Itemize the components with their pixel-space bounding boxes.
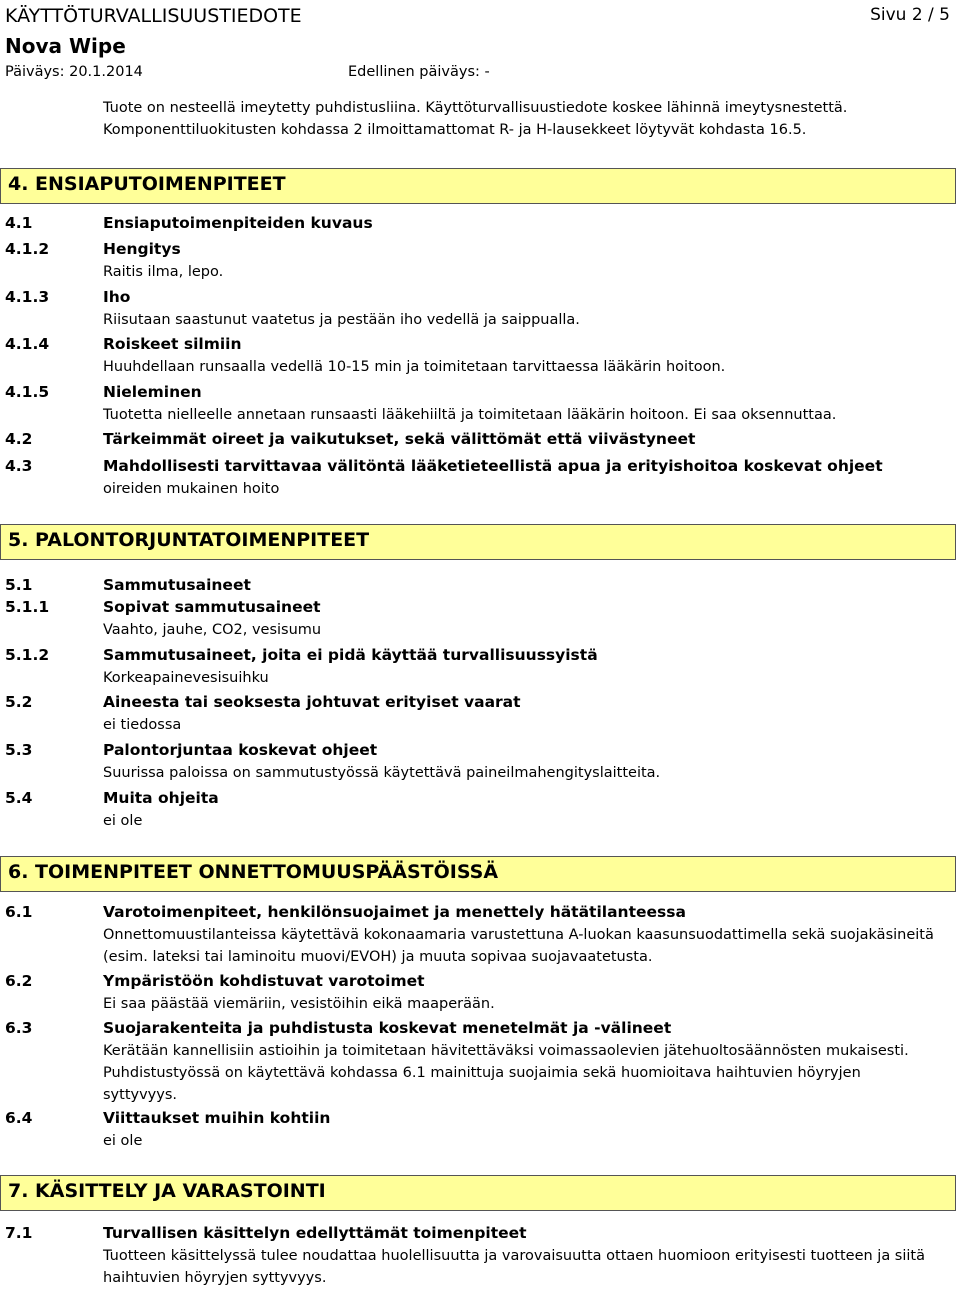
item-heading: Ensiaputoimenpiteiden kuvaus	[103, 214, 373, 232]
page-number: Sivu 2 / 5	[870, 5, 950, 25]
item-heading: Sopivat sammutusaineet	[103, 598, 321, 616]
item-text: oireiden mukainen hoito	[103, 481, 280, 497]
item-heading: Sammutusaineet	[103, 576, 251, 594]
item-number: 4.3	[5, 457, 33, 475]
section-5-header	[0, 524, 956, 560]
intro-line-2: Komponenttiluokitusten kohdassa 2 ilmoittamattomat R- ja H-lausekkeet löytyvät kohdasta 16.5.	[103, 122, 807, 138]
item-text: Riisutaan saastunut vaatetus ja pestään iho vedellä ja saippualla.	[103, 312, 580, 328]
item-heading: Viittaukset muihin kohtiin	[103, 1109, 331, 1127]
item-text: ei ole	[103, 813, 143, 829]
item-number: 4.1	[5, 214, 33, 232]
item-text: Huuhdellaan runsaalla vedellä 10-15 min ja toimitetaan tarvittaessa lääkärin hoitoon.	[103, 359, 726, 375]
item-text: Vaahto, jauhe, CO2, vesisumu	[103, 622, 322, 638]
issue-date: Päiväys: 20.1.2014	[5, 64, 143, 80]
product-name: Nova Wipe	[5, 34, 126, 58]
item-text-line-2: (esim. lateksi tai laminoitu muovi/EVOH) ja muuta sopivaa suojavaatetusta.	[103, 949, 653, 965]
item-heading: Suojarakenteita ja puhdistusta koskevat menetelmät ja -välineet	[103, 1019, 672, 1037]
item-heading: Muita ohjeita	[103, 789, 219, 807]
item-number: 4.1.5	[5, 383, 50, 401]
item-number: 6.4	[5, 1109, 33, 1127]
item-number: 4.2	[5, 430, 33, 448]
item-heading: Sammutusaineet, joita ei pidä käyttää turvallisuussyistä	[103, 646, 598, 664]
item-heading: Roiskeet silmiin	[103, 335, 242, 353]
section-4-header	[0, 168, 956, 204]
item-heading: Aineesta tai seoksesta johtuvat erityiset vaarat	[103, 693, 521, 711]
item-text-line-1: Onnettomuustilanteissa käytettävä kokonaamaria varustettuna A-luokan kaasunsuodattimella sekä suojakäsineitä	[103, 927, 934, 943]
section-6-header	[0, 856, 956, 892]
item-text: Tuotetta nielleelle annetaan runsaasti lääkehiiltä ja toimitetaan lääkärin hoitoon. Ei saa oksennuttaa.	[103, 407, 837, 423]
item-text-line-3: syttyvyys.	[103, 1087, 177, 1103]
section-7-title: 7. KÄSITTELY JA VARASTOINTI	[8, 1180, 326, 1202]
document-title: KÄYTTÖTURVALLISUUSTIEDOTE	[5, 5, 302, 27]
item-heading: Nieleminen	[103, 383, 202, 401]
item-heading: Iho	[103, 288, 131, 306]
item-heading: Palontorjuntaa koskevat ohjeet	[103, 741, 378, 759]
item-heading: Mahdollisesti tarvittavaa välitöntä lääketieteellistä apua ja erityishoitoa koskevat ohjeet	[103, 457, 883, 475]
item-number: 5.1.2	[5, 646, 50, 664]
section-4-title: 4. ENSIAPUTOIMENPITEET	[8, 173, 286, 195]
item-number: 5.1	[5, 576, 33, 594]
item-text-line-2: haihtuvien höyryjen syttyvyys.	[103, 1270, 327, 1286]
item-number: 7.1	[5, 1224, 33, 1242]
item-number: 5.1.1	[5, 598, 50, 616]
item-text: Korkeapainevesisuihku	[103, 670, 269, 686]
item-text: Raitis ilma, lepo.	[103, 264, 224, 280]
document-header	[0, 0, 960, 90]
item-heading: Hengitys	[103, 240, 181, 258]
item-text: ei tiedossa	[103, 717, 182, 733]
item-text-line-1: Tuotteen käsittelyssä tulee noudattaa huolellisuutta ja varovaisuutta ottaen huomioon erityisesti tuotteen ja siitä	[103, 1248, 925, 1264]
item-text: Suurissa paloissa on sammutustyössä käytettävä paineilmahengityslaitteita.	[103, 765, 661, 781]
item-heading: Varotoimenpiteet, henkilönsuojaimet ja menettely hätätilanteessa	[103, 903, 686, 921]
previous-date: Edellinen päiväys: -	[348, 64, 490, 80]
item-number: 6.1	[5, 903, 33, 921]
item-number: 4.1.3	[5, 288, 50, 306]
item-number: 4.1.4	[5, 335, 50, 353]
section-7-header	[0, 1175, 956, 1211]
item-number: 6.2	[5, 972, 33, 990]
item-number: 6.3	[5, 1019, 33, 1037]
intro-line-1: Tuote on nesteellä imeytetty puhdistusliina. Käyttöturvallisuustiedote koskee lähinnä imeytysnestettä.	[103, 100, 848, 116]
item-number: 5.2	[5, 693, 33, 711]
item-number: 4.1.2	[5, 240, 50, 258]
item-text-line-1: Kerätään kannellisiin astioihin ja toimitetaan hävitettäväksi voimassaolevien jätehuoltosäännösten mukaisesti.	[103, 1043, 909, 1059]
item-heading: Ympäristöön kohdistuvat varotoimet	[103, 972, 425, 990]
item-text: ei ole	[103, 1133, 143, 1149]
item-number: 5.3	[5, 741, 33, 759]
item-number: 5.4	[5, 789, 33, 807]
item-text: Ei saa päästää viemäriin, vesistöihin eikä maaperään.	[103, 996, 495, 1012]
section-6-title: 6. TOIMENPITEET ONNETTOMUUSPÄÄSTÖISSÄ	[8, 861, 499, 883]
item-heading: Tärkeimmät oireet ja vaikutukset, sekä välittömät että viivästyneet	[103, 430, 696, 448]
item-text-line-2: Puhdistustyössä on käytettävä kohdassa 6.1 mainittuja suojaimia sekä huomioitava haihtuvien höyryjen	[103, 1065, 861, 1081]
section-5-title: 5. PALONTORJUNTATOIMENPITEET	[8, 529, 370, 551]
item-heading: Turvallisen käsittelyn edellyttämät toimenpiteet	[103, 1224, 527, 1242]
